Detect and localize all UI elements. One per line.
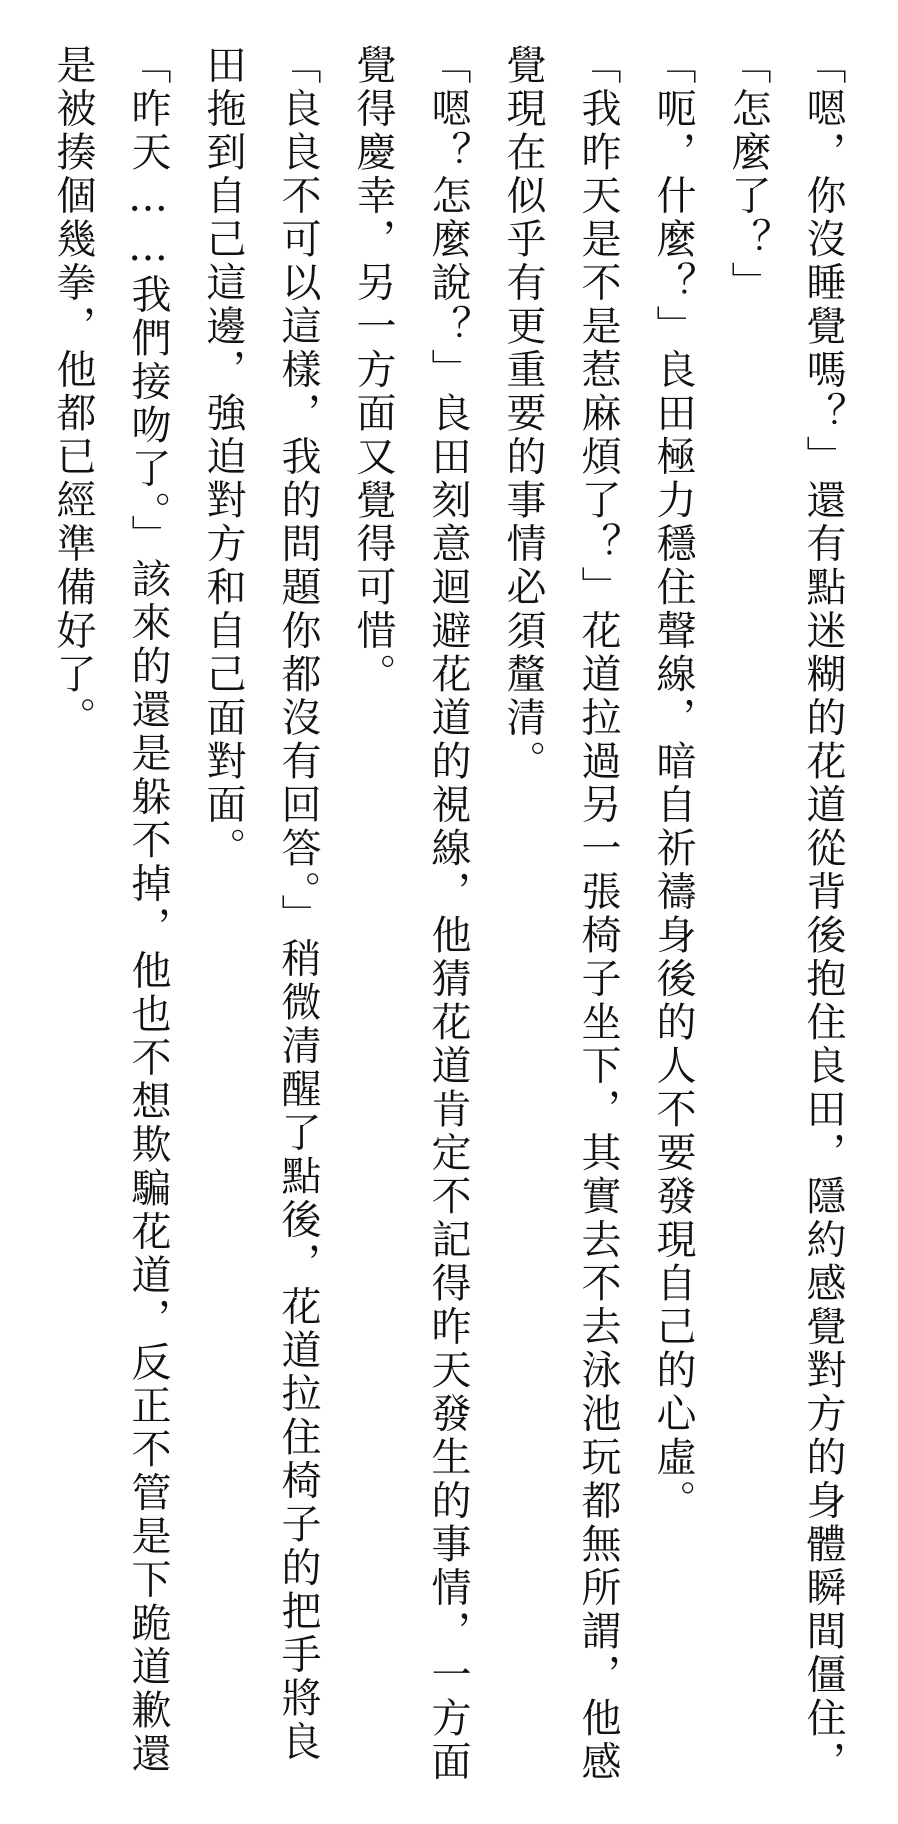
paragraph-5: 「良良不可以這樣，我的問題你都沒有回答。」稍微清醒了點後，花道拉住椅子的把手將良田拖到自己這邊，強迫對方和自己面對面。 (200, 44, 321, 1764)
paragraph-6: 「昨天……我們接吻了。」該來的還是躲不掉，他也不想欺騙花道，反正不管是下跪道歉還是被揍個幾拳，他都已經準備好了。 (50, 44, 171, 1776)
paragraph-1: 「嗯，你沒睡覺嗎？」還有點迷糊的花道從背後抱住良田，隱約感覺對方的身體瞬間僵住，「怎麼了？」 (725, 44, 846, 1784)
vertical-text-body (35, 44, 860, 1804)
paragraph-2: 「呃，什麼？」良田極力穩住聲線，暗自祈禱身後的人不要發現自己的心虛。 (650, 44, 696, 1523)
paragraph-4: 「嗯？怎麼說？」良田刻意迴避花道的視線，他猜花道肯定不記得昨天發生的事情，一方面覺得慶幸，另一方面又覺得可惜。 (350, 44, 471, 1784)
paragraph-3: 「我昨天是不是惹麻煩了？」花道拉過另一張椅子坐下，其實去不去泳池玩都無所謂，他感覺現在似乎有更重要的事情必須釐清。 (500, 44, 621, 1784)
